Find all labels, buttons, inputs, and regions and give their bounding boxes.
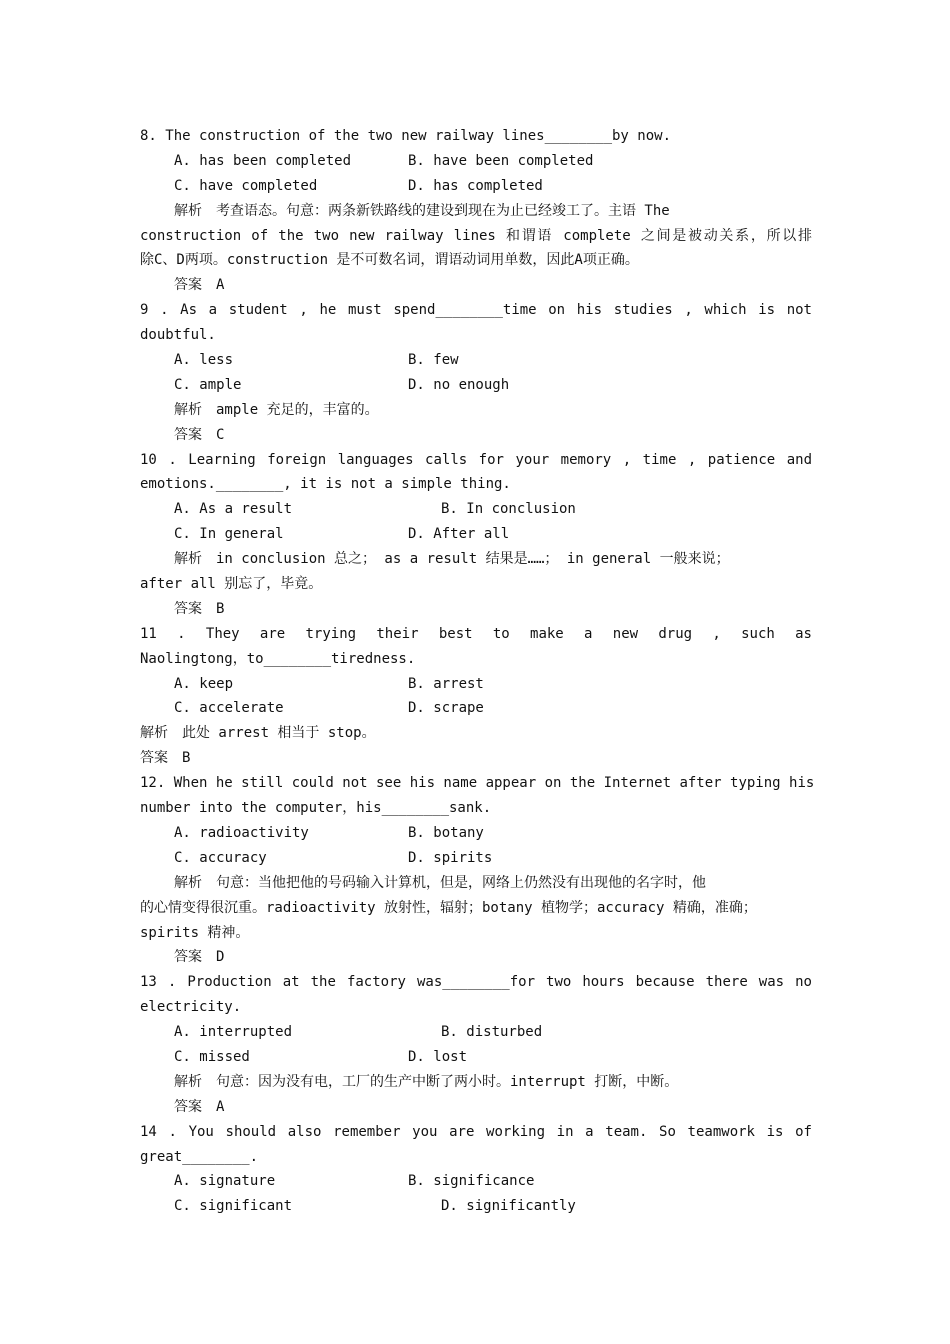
option-c: C. ample bbox=[174, 376, 242, 393]
analysis-text: in conclusion 总之； as a result 结果是……； in general 一般来说； bbox=[216, 551, 730, 568]
option-c: C. accuracy bbox=[174, 849, 267, 866]
answer-value: B bbox=[182, 750, 191, 767]
question-12-stem: 12. When he still could not see his name appear on the Internet after typing his bbox=[140, 775, 815, 792]
option-d: D. spirits bbox=[408, 849, 493, 866]
analysis-label: 解析 bbox=[140, 725, 168, 742]
option-c: C. missed bbox=[174, 1048, 250, 1065]
question-12-options-row-1 bbox=[140, 821, 812, 846]
analysis-label: 解析 bbox=[174, 1073, 202, 1090]
answer-label: 答案 bbox=[174, 600, 202, 617]
analysis-text-line: spirits 精神。 bbox=[140, 924, 250, 941]
answer-label: 答案 bbox=[174, 949, 202, 966]
answer-value: C bbox=[216, 426, 225, 443]
question-10-options-row-1 bbox=[140, 497, 812, 522]
analysis-text: 此处 arrest 相当于 stop。 bbox=[182, 725, 376, 742]
question-10-stem: 10 . Learning foreign languages calls for your memory , time , patience and bbox=[140, 451, 812, 468]
analysis-text: 考查语态。句意：两条新铁路线的建设到现在为止已经竣工了。主语 The bbox=[216, 202, 670, 219]
analysis-text: 句意：当他把他的号码输入计算机，但是，网络上仍然没有出现他的名字时，他 bbox=[216, 874, 706, 891]
option-a: A. less bbox=[174, 352, 234, 369]
option-d: D. no enough bbox=[408, 376, 510, 393]
question-11-stem-cont: Naolingtong，to________tiredness. bbox=[140, 650, 416, 667]
question-13-analysis bbox=[140, 1070, 812, 1095]
option-d: D. scrape bbox=[408, 700, 484, 717]
option-b: B. have been completed bbox=[408, 152, 594, 169]
question-9-options-row-2 bbox=[140, 373, 812, 398]
option-c: C. have completed bbox=[174, 177, 318, 194]
question-12-answer bbox=[140, 945, 812, 970]
analysis-text: ample 充足的，丰富的。 bbox=[216, 401, 379, 418]
analysis-text-line: 的心情变得很沉重。radioactivity 放射性，辐射；botany 植物学；accuracy 精确，准确； bbox=[140, 899, 757, 916]
question-9-analysis bbox=[140, 398, 812, 423]
option-d: D. lost bbox=[408, 1048, 468, 1065]
question-8-options-row-1 bbox=[140, 149, 812, 174]
question-14-options-row-2 bbox=[140, 1194, 812, 1219]
option-a: A. As a result bbox=[174, 501, 293, 518]
question-9-options-row-1 bbox=[140, 348, 812, 373]
option-c: C. accelerate bbox=[174, 700, 284, 717]
analysis-label: 解析 bbox=[174, 401, 202, 418]
answer-value: A bbox=[216, 277, 225, 294]
question-14-stem-cont: great________. bbox=[140, 1148, 259, 1165]
question-14-stem: 14 . You should also remember you are working in a team. So teamwork is of bbox=[140, 1123, 812, 1140]
question-11-options-row-1 bbox=[140, 672, 812, 697]
question-13-options-row-1 bbox=[140, 1020, 812, 1045]
option-b: B. significance bbox=[408, 1173, 535, 1190]
option-d: D. has completed bbox=[408, 177, 543, 194]
question-13-stem: 13 . Production at the factory was________for two hours because there was no bbox=[140, 974, 812, 991]
question-9-answer bbox=[140, 423, 812, 448]
question-8-analysis bbox=[140, 199, 812, 224]
question-14-options-row-1 bbox=[140, 1169, 812, 1194]
option-c: C. In general bbox=[174, 526, 284, 543]
question-12-options-row-2 bbox=[140, 846, 812, 871]
question-12-stem-cont: number into the computer，his________sank. bbox=[140, 800, 492, 817]
document-body bbox=[140, 124, 815, 1219]
question-8-stem: 8. The construction of the two new railway lines________by now. bbox=[140, 128, 672, 144]
analysis-label: 解析 bbox=[174, 551, 202, 568]
question-13-stem-cont: electricity. bbox=[140, 999, 242, 1016]
answer-label: 答案 bbox=[174, 277, 202, 294]
answer-value: B bbox=[216, 600, 225, 617]
analysis-label: 解析 bbox=[174, 202, 202, 219]
question-13-answer bbox=[140, 1095, 812, 1120]
question-10-analysis bbox=[140, 547, 812, 572]
option-d: D. significantly bbox=[441, 1198, 576, 1215]
question-8-answer bbox=[140, 273, 812, 298]
question-11-options-row-2 bbox=[140, 696, 812, 721]
analysis-text: 句意：因为没有电，工厂的生产中断了两小时。interrupt 打断，中断。 bbox=[216, 1073, 679, 1090]
question-11-analysis bbox=[140, 721, 812, 746]
option-a: A. keep bbox=[174, 675, 234, 692]
analysis-text-line: construction of the two new railway lines 和谓语 complete 之间是被动关系，所以排 bbox=[140, 227, 812, 244]
answer-value: D bbox=[216, 949, 225, 966]
answer-label: 答案 bbox=[174, 426, 202, 443]
analysis-text-line: 除C、D两项。construction 是不可数名词，谓语动词用单数，因此A项正确。 bbox=[140, 252, 639, 269]
question-12-analysis bbox=[140, 871, 812, 896]
answer-value: A bbox=[216, 1098, 225, 1115]
analysis-label: 解析 bbox=[174, 874, 202, 891]
option-a: A. radioactivity bbox=[174, 824, 309, 841]
question-9-stem: 9 . As a student , he must spend________time on his studies , which is not bbox=[140, 302, 812, 319]
option-b: B. botany bbox=[408, 824, 484, 841]
option-b: B. disturbed bbox=[441, 1024, 543, 1041]
question-10-answer bbox=[140, 597, 812, 622]
option-c: C. significant bbox=[174, 1198, 293, 1215]
answer-label: 答案 bbox=[174, 1098, 202, 1115]
question-11-answer bbox=[140, 746, 812, 771]
option-b: B. few bbox=[408, 352, 459, 369]
question-13-options-row-2 bbox=[140, 1045, 812, 1070]
analysis-text-line: after all 别忘了，毕竟。 bbox=[140, 576, 323, 593]
question-10-stem-cont: emotions.________, it is not a simple thing. bbox=[140, 476, 511, 493]
option-d: D. After all bbox=[408, 526, 510, 543]
answer-label: 答案 bbox=[140, 750, 168, 767]
question-8-options-row-2 bbox=[140, 174, 812, 199]
option-b: B. arrest bbox=[408, 675, 484, 692]
option-a: A. interrupted bbox=[174, 1024, 293, 1041]
question-11-stem: 11 . They are trying their best to make a new drug , such as bbox=[140, 625, 812, 642]
option-a: A. has been completed bbox=[174, 152, 352, 169]
question-10-options-row-2 bbox=[140, 522, 812, 547]
option-a: A. signature bbox=[174, 1173, 276, 1190]
question-9-stem-cont: doubtful. bbox=[140, 327, 216, 344]
option-b: B. In conclusion bbox=[441, 501, 576, 518]
